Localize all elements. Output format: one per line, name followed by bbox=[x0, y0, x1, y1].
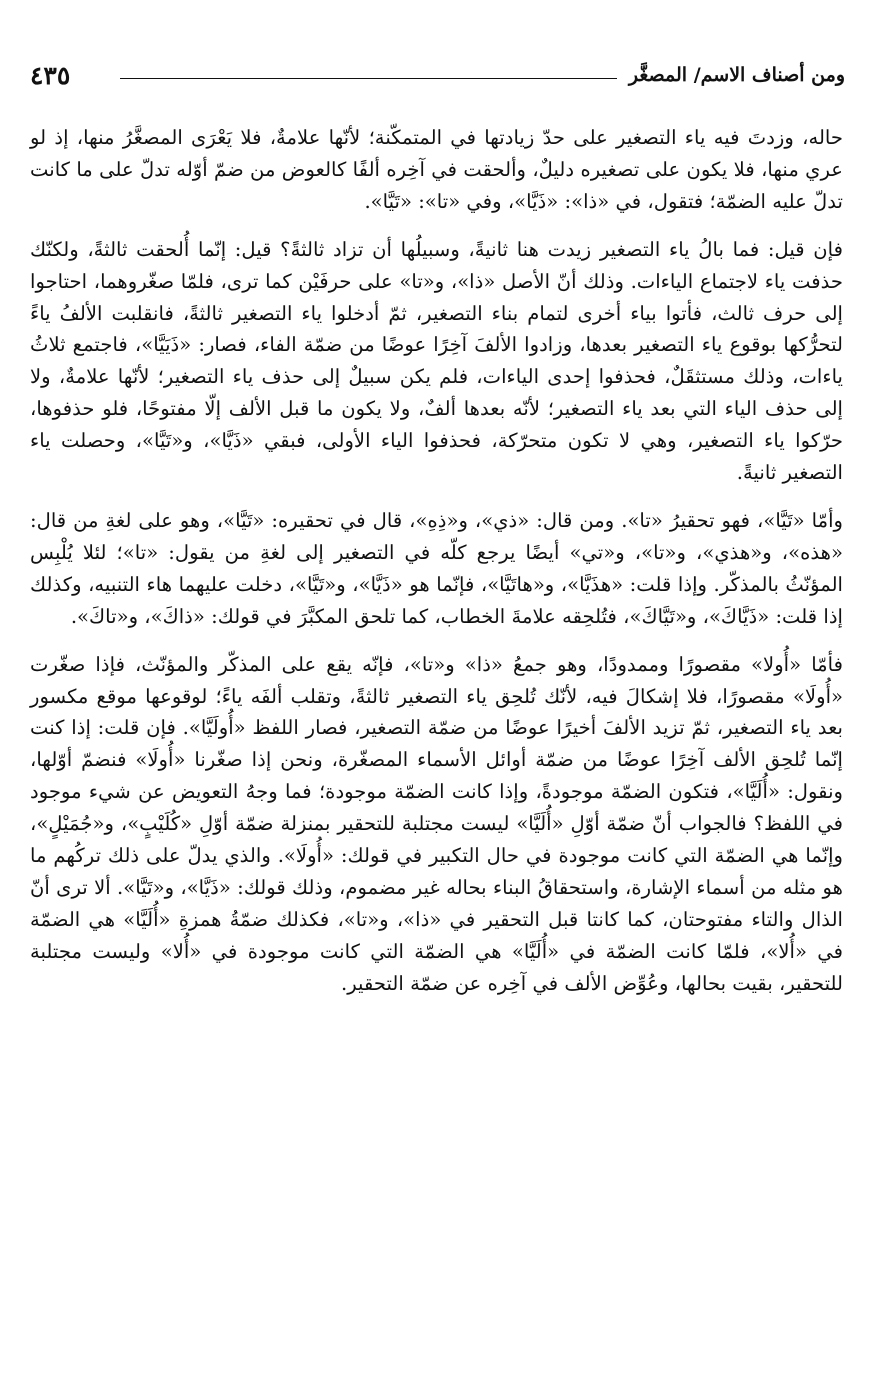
page-header bbox=[30, 58, 845, 92]
paragraph: حاله، وزدتَ فيه ياء التصغير على حدّ زيادتها في المتمكّنة؛ لأنّها علامةٌ، فلا يَعْرَى المصغَّرُ منها، إذ لو عري منها، فلا يكون على تصغيره دليلٌ، وألحقت في آخِره ألفًا كالعوض من ضمّ أوّله تدلّ على ما كانت تدلّ عليه الضمّة؛ فتقول، في «ذا»: «ذَيَّا»، وفي «تا»: «تَيَّا». bbox=[30, 126, 843, 213]
running-title: ومن أصناف الاسم/ المصغَّر bbox=[628, 64, 845, 86]
paragraph: فأمّا «أُولا» مقصورًا وممدودًا، وهو جمعُ «ذا» و«تا»، فإنّه يقع على المذكّر والمؤنّث، فإذا صغّرت «أُولَا» مقصورًا، فلا إشكالَ فيه، لأنّك تُلحِق ياء التصغير ثالثةً، وتقلب ألفَه ياءً؛ لوقوعها موقع مكسور بعد ياء التصغير، ثمّ تزيد الألفَ أخيرًا عوضًا من ضمّة التصغير، فصار اللفظ «أُولَيَّا». فإن قلت: إذا كنت إنّما تُلحِق الألف آخِرًا عوضًا من ضمّة أوائل الأسماء المصغّرة، ونحن إذا صغّرنا «أُولَا» فنضمّ أوّلها، ونقول: «أُلَيَّا»، فتكون الضمّة موجودةً، وإذا كانت الضمّة موجودة؛ فما وجهُ التعويض عن شيء موجود في اللفظ؟ فالجواب أنّ ضمّة أوّلِ «أُلَيَّا» ليست مجتلبة للتحقير بمنزلة ضمّة أوّلِ «كُلَيْبٍ»، و«جُمَيْلٍ»، وإنّما هي الضمّة التي كانت موجودة في حال التكبير في قولك: «أُولَا». والذي يدلّ على ذلك تركُهم ما هو مثله من أسماء الإشارة، واستحقاقُ البناء بحاله غير مضموم، وذلك قولك: «ذَيَّا»، و«تَيَّا». ألا ترى أنّ الذال والتاء مفتوحتان، كما كانتا قبل التحقير في «ذا»، و«تا»، فكذلك ضمّةُ همزةِ «أُلَيَّا» هي الضمّة في «أُلا»، فلمّا كانت الضمّة في «أُلَيَّا» هي الضمّة التي كانت موجودة في «أُلا» وليست مجتلبة للتحقير، بقيت بحالها، وعُوِّض الألف في آخِره عن ضمّة التحقير. bbox=[30, 652, 843, 995]
page-number: ٤٣٥ bbox=[30, 60, 71, 90]
paragraph: فإن قيل: فما بالُ ياء التصغير زيدت هنا ثانيةً، وسبيلُها أن تزاد ثالثةً؟ قيل: إنّما أُلحقت ثالثةً، ولكنّك حذفت ياء لاجتماع الياءات. وذلك أنّ الأصل «ذا»، و«تا» على حرفَيْن كما ترى، فلمّا صغّروهما، احتاجوا إلى حرف ثالث، فأتوا بياء أخرى لتمام بناء التصغير، ثمّ أدخلوا ياء التصغير ثالثةً، فانقلبت الألفُ ياءً لتحرُّكها بوقوع ياء التصغير بعدها، وزادوا الألفَ آخِرًا عوضًا من ضمّة الفاء، فصار: «ذَيَيَّا»، فاجتمع ثلاثُ ياءات، وذلك مستثقَلٌ، فحذفوا إحدى الياءات، فلم يكن سبيلٌ إلى حذف ياء التصغير؛ لأنّها علامةٌ، ولا إلى حذف الياء التي بعد ياء التصغير؛ لأنّه بعدها ألفٌ، ولا يكون ما قبل الألف إلّا مفتوحًا، فلو حذفوها، حرّكوا ياء التصغير، وهي لا تكون متحرّكة، فحذفوا الياء الأولى، فبقي «ذَيَّا»، و«تَيَّا»، وحصلت ياء التصغير ثانيةً. bbox=[30, 237, 843, 485]
body-text bbox=[30, 122, 843, 1368]
paragraph: وأمّا «تَيَّا»، فهو تحقيرُ «تا». ومن قال: «ذي»، و«ذِهِ»، قال في تحقيره: «تَيَّا»، وهو على لغةِ من قال: «هذه»، و«هذي»، و«تا»، و«تي» أيضًا يرجع كلّه في التصغير إلى لغةِ من يقول: «تا»؛ لئلا يُلْبِس المؤنّثُ بالمذكّر. وإذا قلت: «هذَيَّا»، و«هاتَيَّا»، فإنّما هو «ذَيَّا»، و«تَيَّا»، دخلت عليهما هاء التنبيه، وكذلك إذا قلت: «ذَيَّاكَ»، و«تَيَّاكَ»، فتُلحِقه علامةَ الخطاب، كما تلحق المكبَّرَ في قولك: «ذاكَ»، و«تاكَ». bbox=[30, 508, 843, 628]
header-rule bbox=[120, 78, 617, 79]
